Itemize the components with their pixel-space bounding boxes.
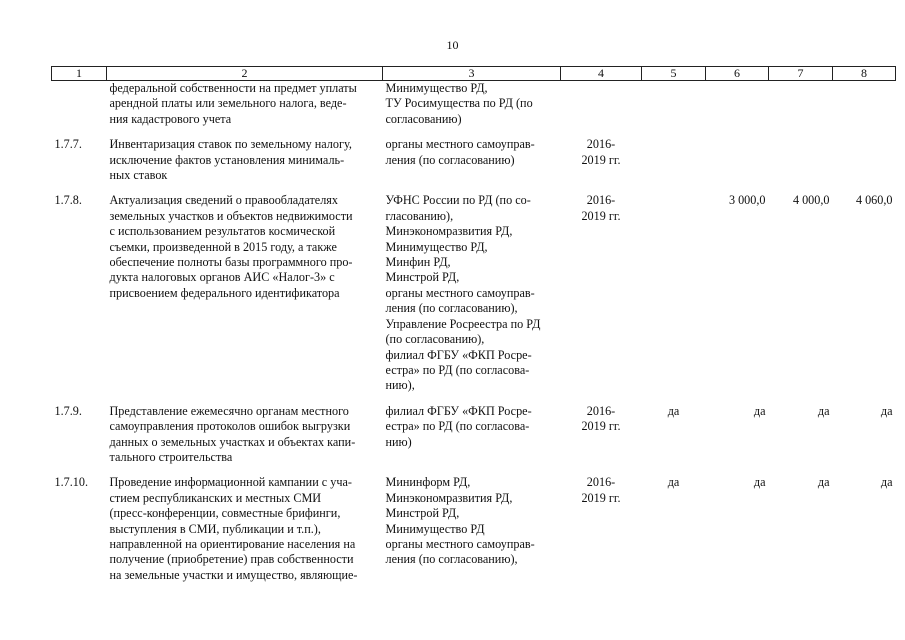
responsible-executors <box>383 394 561 466</box>
value-col5 <box>642 127 706 183</box>
measure-description <box>107 394 383 466</box>
responsible-executors-line: гласованию), <box>385 208 454 223</box>
column-header: 3 <box>383 67 561 81</box>
responsible-executors-line: филиал ФГБУ «ФКП Росре- <box>385 347 532 362</box>
item-number: 1.7.7. <box>54 137 82 152</box>
implementation-period <box>561 183 642 393</box>
implementation-period-line: 2016- <box>586 193 616 208</box>
value-col6 <box>706 81 769 128</box>
column-header: 5 <box>642 67 706 81</box>
measure-description-line: на земельные участки и имущество, являющие- <box>109 567 358 582</box>
responsible-executors <box>383 183 561 393</box>
measure-description-line: ния кадастрового учета <box>109 111 232 126</box>
table-row <box>52 394 896 466</box>
measure-description <box>107 81 383 128</box>
measure-description-line: земельных участков и объектов недвижимости <box>109 208 353 223</box>
measure-description-line: самоуправления протоколов ошибок выгрузки <box>109 419 351 434</box>
column-header: 7 <box>769 67 833 81</box>
measure-description-line: с использованием результатов космической <box>109 224 336 239</box>
measure-description <box>107 127 383 183</box>
value-col6 <box>706 127 769 183</box>
responsible-executors-line: Минфин РД, <box>385 255 451 270</box>
measure-description-line: направленной на ориентирование населения на <box>109 536 356 551</box>
responsible-executors-line: согласованию) <box>385 111 462 126</box>
measure-description-line: выступления в СМИ, публикации и т.п.), <box>109 521 321 536</box>
column-header: 6 <box>706 67 769 81</box>
responsible-executors-line: нию) <box>385 434 412 449</box>
value-col8 <box>833 127 896 183</box>
measure-description-line: Представление ежемесячно органам местного <box>109 403 349 418</box>
measure-description-line: Инвентаризация ставок по земельному налогу, <box>109 137 352 152</box>
table-row <box>52 127 896 183</box>
value-col7 <box>769 81 833 128</box>
responsible-executors <box>383 81 561 128</box>
measure-description-line: обеспечение полноты базы программного про- <box>109 255 353 270</box>
responsible-executors-line: естра» по РД (по согласова- <box>385 419 530 434</box>
responsible-executors-line: Минимущество РД, <box>385 239 488 254</box>
measure-description-line: съемки, произведенной в 2015 году, а также <box>109 239 337 254</box>
responsible-executors-line: органы местного самоуправ- <box>385 137 535 152</box>
measure-description-line: федеральной собственности на предмет уплаты <box>109 81 357 95</box>
measure-description-line: Актуализация сведений о правообладателях <box>109 193 338 208</box>
item-number: 1.7.10. <box>54 475 89 490</box>
column-header: 8 <box>833 67 896 81</box>
value-col6: да <box>753 403 766 418</box>
page-number: 10 <box>446 38 459 52</box>
value-col8 <box>833 81 896 128</box>
measure-description <box>107 465 383 583</box>
value-col6: да <box>753 475 766 490</box>
item-number: 1.7.9. <box>54 403 82 418</box>
measure-description-line: Проведение информационной кампании с уча- <box>109 475 352 490</box>
column-header: 2 <box>107 67 383 81</box>
value-col7 <box>769 127 833 183</box>
table-row <box>52 465 896 583</box>
responsible-executors-line: (по согласованию), <box>385 332 485 347</box>
value-col8: да <box>880 403 893 418</box>
responsible-executors-line: ления (по согласованию), <box>385 552 518 567</box>
value-col5 <box>642 81 706 128</box>
responsible-executors-line: Минстрой РД, <box>385 270 460 285</box>
measure-description <box>107 183 383 393</box>
implementation-period <box>561 465 642 583</box>
value-col8: 4 060,0 <box>855 193 893 208</box>
responsible-executors-line: Управление Росреестра по РД <box>385 316 541 331</box>
implementation-period <box>561 394 642 466</box>
value-col5: да <box>667 475 680 490</box>
responsible-executors-line: УФНС России по РД (по со- <box>385 193 531 208</box>
value-col7: да <box>817 475 830 490</box>
responsible-executors-line: естра» по РД (по согласова- <box>385 362 530 377</box>
responsible-executors-line: ления (по согласованию), <box>385 301 518 316</box>
responsible-executors-line: Минэкономразвития РД, <box>385 224 513 239</box>
responsible-executors-line: Минстрой РД, <box>385 506 460 521</box>
measure-description-line: ных ставок <box>109 168 168 183</box>
measure-description-line: исключение фактов установления минималь- <box>109 152 345 167</box>
value-col8: да <box>880 475 893 490</box>
implementation-period-line: 2016- <box>586 475 616 490</box>
responsible-executors <box>383 465 561 583</box>
measure-description-line: тального строительства <box>109 449 233 464</box>
measure-description-line: дукта налоговых органов АИС «Налог-3» с <box>109 270 335 285</box>
responsible-executors-line: Минимущество РД <box>385 521 485 536</box>
responsible-executors-line: Минимущество РД, <box>385 81 488 95</box>
implementation-period-line: 2016- <box>586 403 616 418</box>
measure-description-line: данных о земельных участках и объектах капи- <box>109 434 356 449</box>
value-col6: 3 000,0 <box>728 193 766 208</box>
table-row <box>52 183 896 393</box>
responsible-executors-line: Минэкономразвития РД, <box>385 490 513 505</box>
measure-description-line: арендной платы или земельного налога, веде- <box>109 96 347 111</box>
implementation-period-line: 2019 гг. <box>581 208 621 223</box>
implementation-period <box>561 81 642 128</box>
measure-description-line: стием республиканских и местных СМИ <box>109 490 322 505</box>
value-col7: да <box>817 403 830 418</box>
responsible-executors <box>383 127 561 183</box>
measure-description-line: (пресс-конференции, совместные брифинги, <box>109 506 341 521</box>
responsible-executors-line: нию), <box>385 378 415 393</box>
responsible-executors-line: органы местного самоуправ- <box>385 285 535 300</box>
implementation-period-line: 2019 гг. <box>581 152 621 167</box>
implementation-period <box>561 127 642 183</box>
measure-description-line: получение (приобретение) прав собственности <box>109 552 354 567</box>
responsible-executors-line: ТУ Росимущества по РД (по <box>385 96 533 111</box>
implementation-period-line: 2019 гг. <box>581 490 621 505</box>
measure-description-line: присвоением федерального идентификатора <box>109 285 340 300</box>
item-number: 1.7.8. <box>54 193 82 208</box>
column-header: 4 <box>561 67 642 81</box>
table-row <box>52 81 896 128</box>
responsible-executors-line: Мининформ РД, <box>385 475 471 490</box>
value-col7: 4 000,0 <box>792 193 830 208</box>
value-col5 <box>642 183 706 393</box>
item-number <box>52 81 107 128</box>
header-row <box>52 67 896 81</box>
measures-table <box>51 66 896 583</box>
implementation-period-line: 2016- <box>586 137 616 152</box>
column-header: 1 <box>52 67 107 81</box>
responsible-executors-line: ления (по согласованию) <box>385 152 515 167</box>
implementation-period-line: 2019 гг. <box>581 419 621 434</box>
responsible-executors-line: филиал ФГБУ «ФКП Росре- <box>385 403 532 418</box>
value-col5: да <box>667 403 680 418</box>
responsible-executors-line: органы местного самоуправ- <box>385 536 535 551</box>
